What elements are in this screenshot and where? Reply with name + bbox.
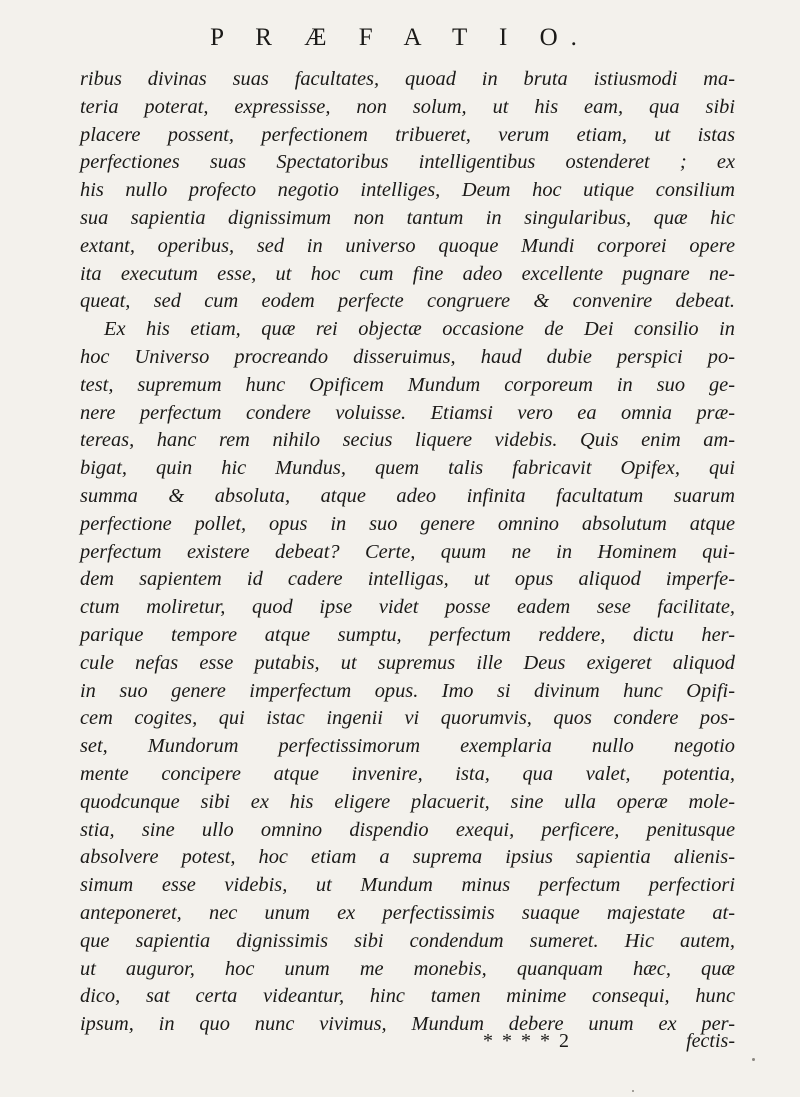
text-line: bigat, quin hic Mundus, quem talis fabricavit Opifex, qui — [80, 457, 735, 480]
text-line: ctum moliretur, quod ipse videt posse eadem sese facilitate, — [80, 596, 735, 619]
text-line: set, Mundorum perfectissimorum exemplaria nullo negotio — [80, 735, 735, 758]
text-line: test, supremum hunc Opificem Mundum corporeum in suo ge- — [80, 373, 735, 396]
text-line: absolvere potest, hoc etiam a suprema ipsius sapientia alienis- — [80, 846, 735, 869]
text-line: simum esse videbis, ut Mundum minus perfectum perfectiori — [80, 874, 735, 897]
text-line: dem sapientem id cadere intelligas, ut opus aliquod imperfe- — [80, 568, 735, 591]
text-line: teria poterat, expressisse, non solum, ut his eam, qua sibi — [80, 95, 735, 118]
text-line: que sapientia dignissimis sibi condendum sumeret. Hic autem, — [80, 929, 735, 952]
catchword: fectis- — [686, 1030, 735, 1052]
text-line: Ex his etiam, quæ rei objectæ occasione de Dei consilio in — [104, 318, 735, 341]
text-line: nere perfectum condere voluisse. Etiamsi vero ea omnia præ- — [80, 401, 735, 424]
text-line: sua sapientia dignissimum non tantum in singularibus, quæ hic — [80, 206, 735, 229]
footer-line — [80, 1030, 735, 1058]
paper-speck — [752, 1058, 755, 1061]
text-line: queat, sed cum eodem perfecte congruere & convenire debeat. — [80, 290, 735, 313]
text-line: ut auguror, hoc unum me monebis, quanquam hæc, quæ — [80, 957, 735, 980]
body-text — [80, 66, 735, 1039]
text-line: cule nefas esse putabis, ut supremus ille Deus exigeret aliquod — [80, 651, 735, 674]
paper-speck — [632, 1090, 634, 1092]
text-line: in suo genere imperfectum opus. Imo si divinum hunc Opifi- — [80, 679, 735, 702]
text-line: placere possent, perfectionem tribueret, verum etiam, ut istas — [80, 123, 735, 146]
text-line: cem cogites, qui istac ingenii vi quorumvis, quos condere pos- — [80, 707, 735, 730]
text-line: perfectiones suas Spectatoribus intelligentibus ostenderet ; ex — [80, 151, 735, 174]
text-line: hoc Universo procreando disseruimus, haud dubie perspici po- — [80, 345, 735, 368]
text-line: perfectione pollet, opus in suo genere omnino absolutum atque — [80, 512, 735, 535]
text-line: dico, sat certa videantur, hinc tamen minime consequi, hunc — [80, 985, 735, 1008]
text-line: extant, operibus, sed in universo quoque Mundi corporei opere — [80, 234, 735, 257]
text-line: his nullo profecto negotio intelliges, Deum hoc utique consilium — [80, 179, 735, 202]
text-line: parique tempore atque sumptu, perfectum reddere, dictu her- — [80, 623, 735, 646]
text-line: tereas, hanc rem nihilo secius liquere videbis. Quis enim am- — [80, 429, 735, 452]
text-line: anteponeret, nec unum ex perfectissimis suaque majestate at- — [80, 901, 735, 924]
text-line: ribus divinas suas facultates, quoad in bruta istiusmodi ma- — [80, 68, 735, 90]
text-line: quodcunque sibi ex his eligere placuerit, sine ulla operæ mole- — [80, 790, 735, 813]
running-head: P R Æ F A T I O. — [210, 24, 590, 51]
text-line: summa & absoluta, atque adeo infinita facultatum suarum — [80, 484, 735, 507]
signature-mark: * * * * 2 — [483, 1030, 571, 1052]
text-line: ipsum, in quo nunc vivimus, Mundum debere unum ex per- — [80, 1013, 735, 1036]
text-line: ita executum esse, ut hoc cum fine adeo excellente pugnare ne- — [80, 262, 735, 285]
text-line: mente concipere atque invenire, ista, qua valet, potentia, — [80, 762, 735, 785]
text-line: perfectum existere debeat? Certe, quum ne in Hominem qui- — [80, 540, 735, 563]
text-line: stia, sine ullo omnino dispendio exequi, perficere, penitusque — [80, 818, 735, 841]
